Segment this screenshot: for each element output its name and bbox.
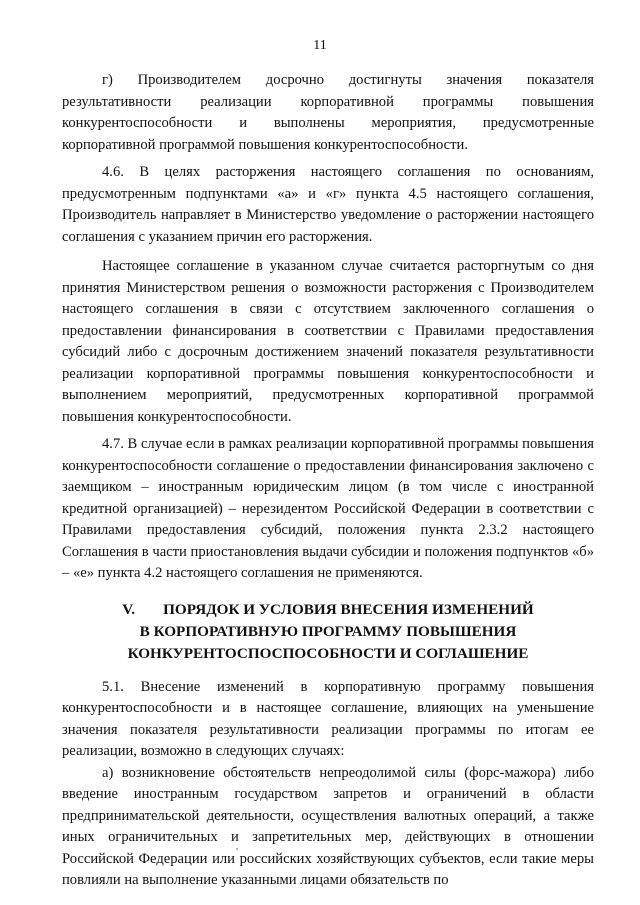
paragraph-4-7: 4.7. В случае если в рамках реализации корпоративной программы повышения конкурентоспособности соглашение о предоставлении финансирования заключено с заемщиком – иностранным юридическим лицом (в том числе с иностранной кредитной организацией) – нерезидентом Российской Федерации в соответствии с Правилами предоставления субсидий, положения пункта 2.3.2 настоящего Соглашения в части приостановления выдачи субсидии и положения подпунктов «б» – «е» пункта 4.2 настоящего соглашения не применяются. [62,436,594,581]
section-title-line-3: КОНКУРЕНТОСПОСПОСОБНОСТИ И СОГЛАШЕНИЕ [127,644,529,662]
paragraph-termination-effect: Настоящее соглашение в указанном случае считается расторгнутым со дня принятия Министерством решения о возможности расторжения с Производителем настоящего соглашения в связи с отсутствием заключенного соглашения о предоставлении финансирования в соответствии с Правилами предоставления субсидий либо с досрочным достижением значений показателя результативности реализации корпоративной программы повышения конкурентоспособности и выполнением мероприятий, предусмотренных корпоративной программой повышения конкурентоспособности. [62,258,594,425]
section-heading-line-1 [62,599,594,621]
section-number: V. [122,600,136,618]
scan-speck [236,848,238,850]
paragraph-4-6: 4.6. В целях расторжения настоящего соглашения по основаниям, предусмотренным подпунктами «а» и «г» пункта 4.5 настоящего соглашения, Производитель направляет в Министерство уведомление о расторжении настоящего соглашения с указанием причин его расторжения. [62,164,594,245]
paragraph-5-1: 5.1. Внесение изменений в корпоративную программу повышения конкурентоспособности и в настоящее соглашение, влияющих на уменьшение значения показателя результативности реализации программы по итогам ее реализации, возможно в следующих случаях: [62,678,594,759]
paragraph-item-a: а) возникновение обстоятельств непреодолимой силы (форс-мажора) либо введение иностранным государством запретов и ограничений в области предпринимательской деятельности, осуществления валютных операций, а также иных ограничительных и запретительных мер, действующих в отношении Российской Федерации или российских хозяйствующих субъектов, если такие меры повлияли на выполнение указанными лицами обязательств по [62,764,594,888]
page-number: 11 [313,38,327,53]
paragraph-item-g: г) Производителем досрочно достигнуты значения показателя результативности реализации корпоративной программы повышения конкурентоспособности и выполнены мероприятия, предусмотренные корпоративной программой повышения конкурентоспособности. [62,72,594,153]
document-body [62,70,594,892]
section-title-line-2: В КОРПОРАТИВНУЮ ПРОГРАММУ ПОВЫШЕНИЯ [139,622,517,640]
section-heading [62,599,594,665]
section-title-line-1: ПОРЯДОК И УСЛОВИЯ ВНЕСЕНИЯ ИЗМЕНЕНИЙ [163,600,534,618]
